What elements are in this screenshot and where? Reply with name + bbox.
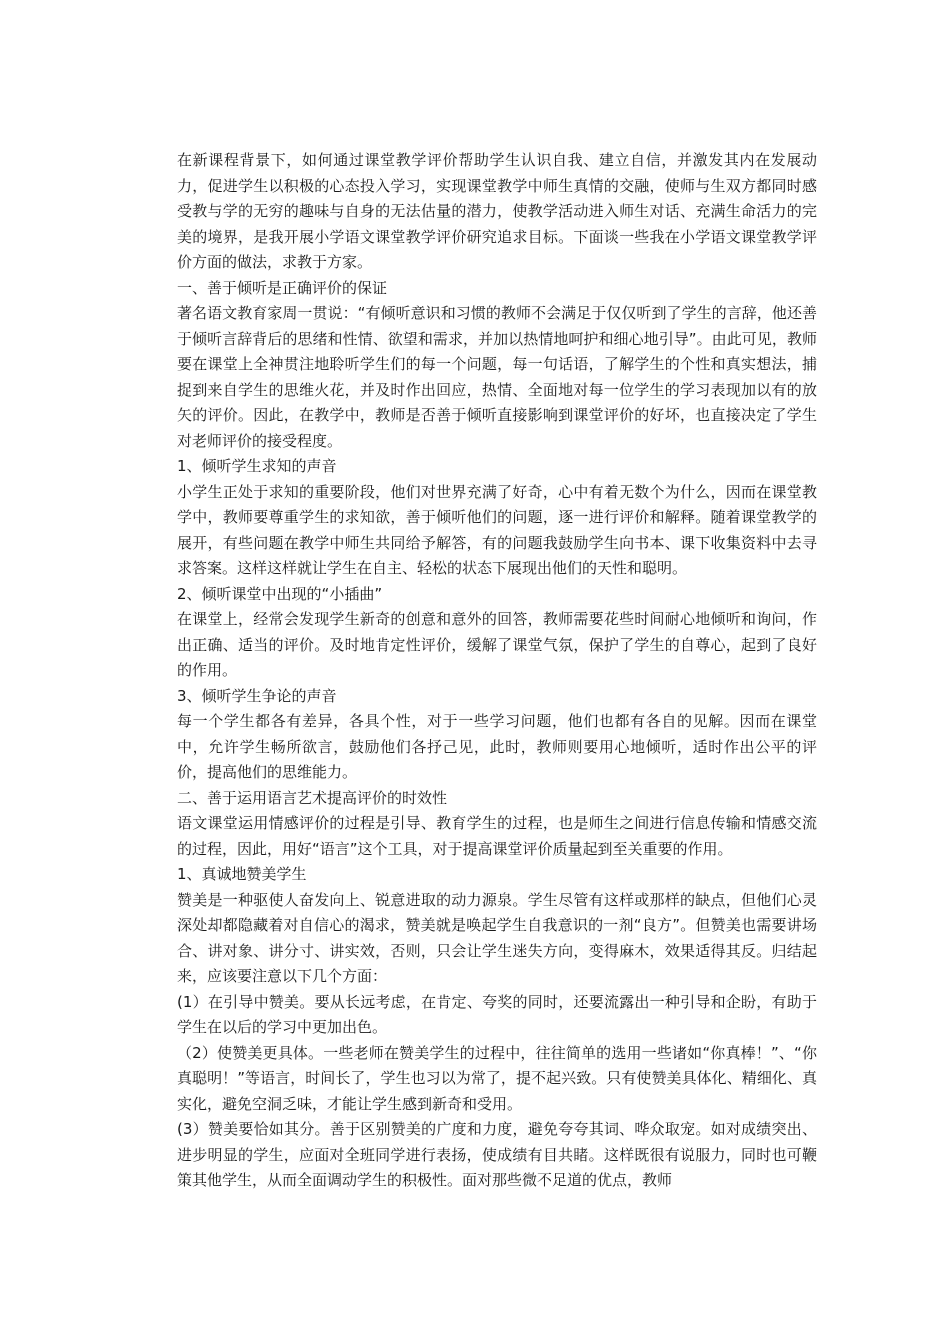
section-heading: 一、善于倾听是正确评价的保证 <box>177 278 388 297</box>
paragraph: 语文课堂运用情感评价的过程是引导、教育学生的过程，也是师生之间进行信息传输和情感交流的过程，因此，用好“语言”这个工具，对于提高课堂评价质量起到至关重要的作用。 <box>177 814 817 858</box>
section-heading: 3、倾听学生争论的声音 <box>177 686 337 705</box>
section-heading: 2、倾听课堂中出现的“小插曲” <box>177 584 383 603</box>
paragraph: （2）使赞美更具体。一些老师在赞美学生的过程中，往往简单的选用一些诸如“你真棒！”、“你真聪明！”等语言，时间长了，学生也习以为常了，提不起兴致。只有使赞美具体化、精细化、真实化，避免空洞乏味，才能让学生感到新奇和受用。 <box>177 1043 817 1113</box>
paragraph: (3）赞美要恰如其分。善于区别赞美的广度和力度，避免夸夸其词、哗众取宠。如对成绩突出、进步明显的学生，应面对全班同学进行表扬，使成绩有目共睹。这样既很有说服力，同时也可鞭策其他学生，从而全面调动学生的积极性。面对那些微不足道的优点，教师 <box>177 1120 817 1189</box>
paragraph: 每一个学生都各有差异，各具个性，对于一些学习问题，他们也都有各自的见解。因而在课堂中，允许学生畅所欲言，鼓励他们各抒己见，此时，教师则要用心地倾听，适时作出公平的评价，提高他们的思维能力。 <box>177 712 817 781</box>
section-heading: 1、倾听学生求知的声音 <box>177 457 337 475</box>
paragraph: 在课堂上，经常会发现学生新奇的创意和意外的回答，教师需要花些时间耐心地倾听和询问，作出正确、适当的评价。及时地肯定性评价，缓解了课堂气氛，保护了学生的自尊心，起到了良好的作用。 <box>177 610 817 679</box>
paragraph: 赞美是一种驱使人奋发向上、锐意进取的动力源泉。学生尽管有这样或那样的缺点，但他们心灵深处却都隐藏着对自信心的渴求，赞美就是唤起学生自我意识的一剂“良方”。但赞美也需要讲场合、讲对象、讲分寸、讲实效，否则，只会让学生迷失方向，变得麻木，效果适得其反。归结起来，应该要注意以下几个方面： <box>177 890 817 985</box>
document-body <box>177 148 817 1194</box>
paragraph: 著名语文教育家周一贯说：“有倾听意识和习惯的教师不会满足于仅仅听到了学生的言辞，他还善于倾听言辞背后的思绪和性情、欲望和需求，并加以热情地呵护和细心地引导”。由此可见，教师要在课堂上全神贯注地聆听学生们的每一个问题，每一句话语，了解学生的个性和真实想法，捕捉到来自学生的思维火花，并及时作出回应，热情、全面地对每一位学生的学习表现加以有的放矢的评价。因此，在教学中，教师是否善于倾听直接影响到课堂评价的好坏，也直接决定了学生对老师评价的接受程度。 <box>177 304 817 450</box>
paragraph: (1）在引导中赞美。要从长远考虑，在肯定、夸奖的同时，还要流露出一种引导和企盼，有助于学生在以后的学习中更加出色。 <box>177 992 817 1036</box>
paragraph: 在新课程背景下，如何通过课堂教学评价帮助学生认识自我、建立自信，并激发其内在发展动力，促进学生以积极的心态投入学习，实现课堂教学中师生真情的交融，使师与生双方都同时感受教与学的无穷的趣味与自身的无法估量的潜力，使教学活动进入师生对话、充满生命活力的完美的境界，是我开展小学语文课堂教学评价研究追求目标。下面谈一些我在小学语文课堂教学评价方面的做法，求教于方家。 <box>177 151 817 271</box>
section-heading: 1、真诚地赞美学生 <box>177 865 307 883</box>
section-heading: 二、善于运用语言艺术提高评价的时效性 <box>177 788 448 807</box>
paragraph: 小学生正处于求知的重要阶段，他们对世界充满了好奇，心中有着无数个为什么，因而在课堂教学中，教师要尊重学生的求知欲，善于倾听他们的问题，逐一进行评价和解释。随着课堂教学的展开，有些问题在教学中师生共同给予解答，有的问题我鼓励学生向书本、课下收集资料中去寻求答案。这样这样就让学生在自主、轻松的状态下展现出他们的天性和聪明。 <box>177 482 817 577</box>
